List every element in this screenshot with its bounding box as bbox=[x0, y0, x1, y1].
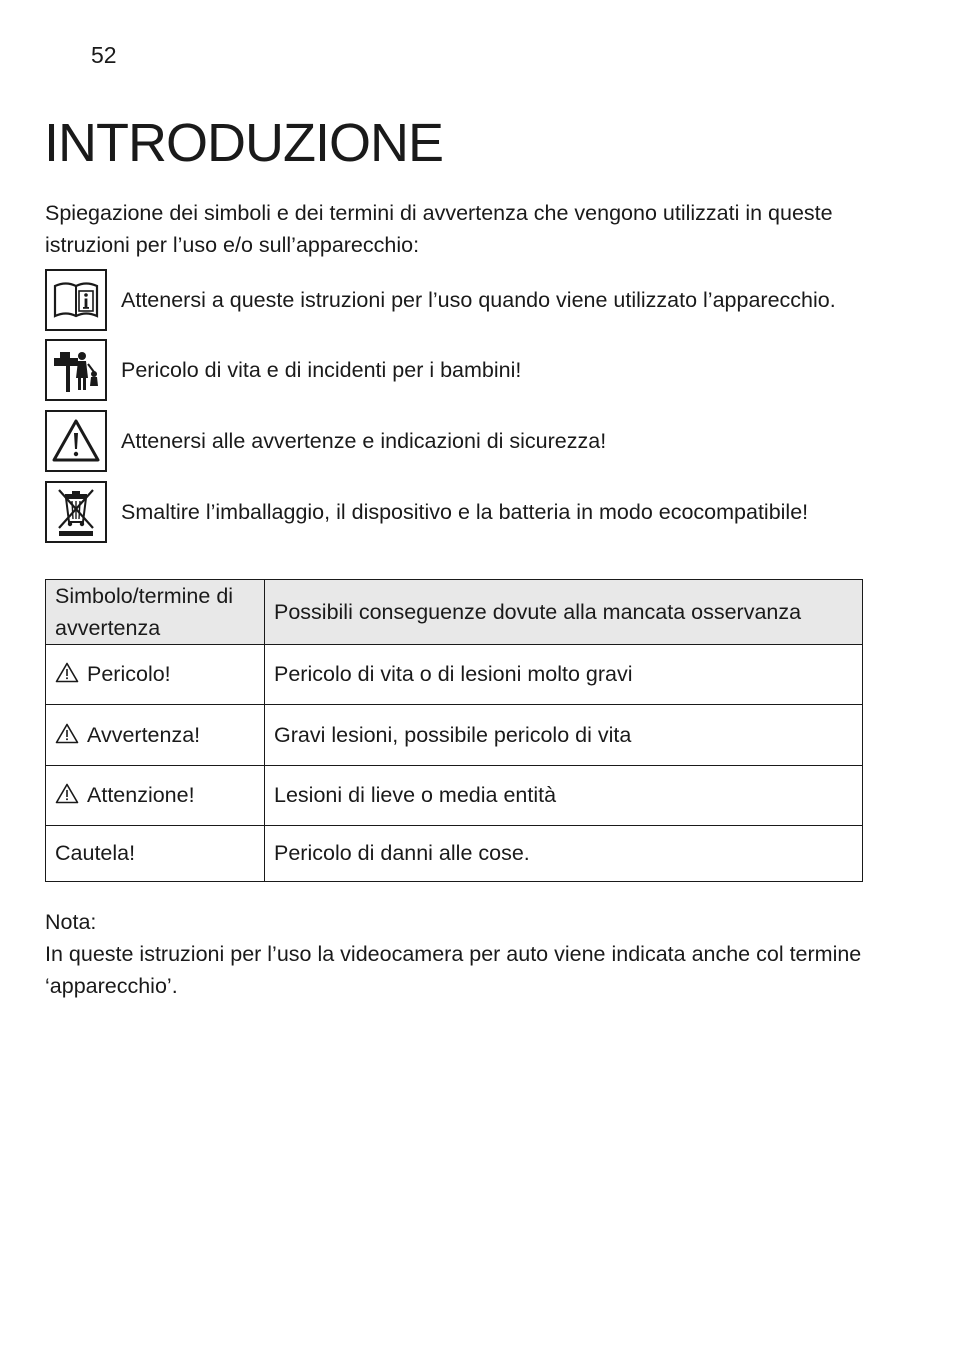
table-header-symbol: Simbolo/termine di avvertenza bbox=[46, 580, 265, 645]
table-row bbox=[46, 826, 863, 882]
symbol-row-disposal bbox=[45, 481, 881, 543]
term-label: Pericolo! bbox=[87, 662, 171, 686]
warning-terms-table bbox=[45, 579, 863, 882]
table-cell-term bbox=[46, 645, 265, 705]
term-label: Avvertenza! bbox=[87, 722, 201, 747]
table-header-row bbox=[46, 580, 863, 645]
table-cell-consequence: Pericolo di vita o di lesioni molto gravi bbox=[265, 645, 863, 705]
table-cell-term bbox=[46, 766, 265, 826]
symbol-text-child: Pericolo di vita e di incidenti per i bambini! bbox=[121, 358, 522, 382]
term-label: Attenzione! bbox=[87, 783, 195, 807]
manual-info-icon bbox=[45, 269, 107, 331]
symbol-text-manual: Attenersi a queste istruzioni per l’uso quando viene utilizzato l’apparecchio. bbox=[121, 288, 836, 312]
symbol-row-child bbox=[45, 339, 881, 401]
note-text: In queste istruzioni per l’uso la videocamera per auto viene indicata anche col termine ‘apparecchio’. bbox=[45, 942, 862, 998]
table-header-consequence: Possibili conseguenze dovute alla mancata osservanza bbox=[265, 580, 863, 645]
symbol-row-warning bbox=[45, 410, 881, 472]
crossed-bin-icon bbox=[45, 481, 107, 543]
table-cell-term: Cautela! bbox=[46, 826, 265, 882]
child-danger-icon bbox=[45, 339, 107, 401]
table-row bbox=[46, 766, 863, 826]
table-cell-consequence: Gravi lesioni, possibile pericolo di vita bbox=[265, 705, 863, 766]
table-row bbox=[46, 705, 863, 766]
warning-triangle-icon bbox=[45, 410, 107, 472]
table-cell-term bbox=[46, 705, 265, 766]
warning-triangle-icon bbox=[55, 662, 79, 683]
warning-triangle-icon bbox=[55, 723, 79, 744]
warning-triangle-icon bbox=[55, 783, 79, 804]
table-row bbox=[46, 645, 863, 705]
note-label: Nota: bbox=[45, 910, 97, 934]
page-number: 52 bbox=[91, 42, 117, 68]
symbol-text-disposal: Smaltire l’imballaggio, il dispositivo e la batteria in modo ecocompatibile! bbox=[121, 500, 809, 524]
note-block bbox=[45, 906, 865, 1002]
table-cell-consequence: Pericolo di danni alle cose. bbox=[265, 826, 863, 882]
table-cell-consequence: Lesioni di lieve o media entità bbox=[265, 766, 863, 826]
symbol-text-warning: Attenersi alle avvertenze e indicazioni di sicurezza! bbox=[121, 429, 607, 453]
intro-text: Spiegazione dei simboli e dei termini di avvertenza che vengono utilizzati in queste istruzioni per l’uso e/o sull’apparecchio: bbox=[45, 201, 833, 257]
page-title: INTRODUZIONE bbox=[44, 113, 443, 173]
symbol-row-manual bbox=[45, 269, 881, 331]
